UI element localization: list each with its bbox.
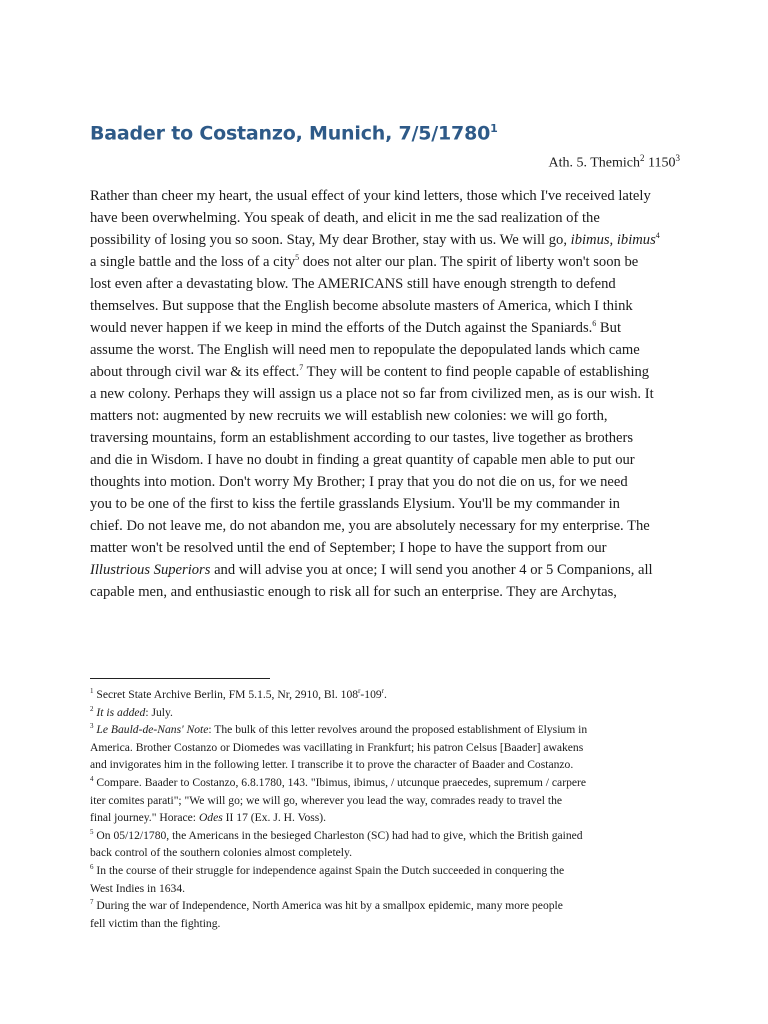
italic-phrase: Illustrious Superiors	[90, 562, 211, 578]
footnote-italic: Odes	[198, 811, 223, 825]
footnote-7	[90, 897, 686, 915]
body-line: you to be one of the first to kiss the fertile grasslands Elysium. You'll be my commander in	[90, 496, 620, 512]
body-line: themselves. But suppose that the English become absolute masters of America, which I think	[90, 298, 633, 314]
footnote-2	[90, 704, 686, 722]
body-line	[90, 229, 682, 251]
body-line: assume the worst. The English will need men to repopulate the depopulated lands which came	[90, 342, 640, 358]
footnote-marker: 1	[490, 122, 498, 135]
footnote-text: Secret State Archive Berlin, FM 5.1.5, Nr, 2910, Bl. 108	[93, 688, 359, 701]
footnote-4-line: iter comites parati"; "We will go; we will go, wherever you lead the way, comrades ready to travel the	[90, 793, 563, 807]
body-text: does not alter our plan. The spirit of liberty won't soon be	[299, 254, 639, 270]
body-line	[90, 559, 682, 581]
letter-title-text: Baader to Costanzo, Munich, 7/5/1780	[90, 122, 491, 145]
footnote-5-line: back control of the southern colonies almost completely.	[90, 846, 352, 860]
body-line: have been overwhelming. You speak of death, and elicit in me the sad realization of the	[90, 210, 600, 226]
footnote-text: During the war of Independence, North America was hit by a smallpox epidemic, many more people	[93, 899, 563, 913]
body-line: lost even after a devastating blow. The AMERICANS still have enough strength to defend	[90, 276, 616, 292]
footnote-text: .	[384, 688, 387, 701]
body-line: matters not: augmented by new recruits we will establish new colonies: we will go forth,	[90, 408, 608, 424]
footnote-1	[90, 686, 686, 704]
folio-marker: r	[358, 687, 361, 696]
footnote-marker: 6	[592, 319, 597, 329]
footnote-text: final journey." Horace:	[90, 811, 199, 825]
footnote-number: 2	[90, 704, 94, 713]
body-line: Rather than cheer my heart, the usual effect of your kind letters, those which I've received lately	[90, 188, 651, 204]
footnote-text: On 05/12/1780, the Americans in the besieged Charleston (SC) had had to give, which the British gained	[93, 828, 583, 842]
footnote-4	[90, 774, 686, 792]
footnote-3-line: America. Brother Costanzo or Diomedes was vacillating in Frankfurt; his patron Celsus [Baader] awakens	[90, 740, 584, 754]
letter-body	[90, 185, 682, 603]
footnote-marker: 3	[675, 153, 680, 163]
folio-marker: r	[381, 687, 385, 696]
body-line: traversing mountains, form an establishment according to our tastes, live together as brothers	[90, 430, 634, 446]
footnote-separator	[90, 678, 270, 679]
footnote-4-line	[90, 809, 686, 827]
footnote-7-line: fell victim than the fighting.	[90, 916, 221, 930]
footnote-text: : The bulk of this letter revolves around the proposed establishment of Elysium in	[208, 723, 588, 737]
footnote-number: 1	[90, 687, 94, 696]
body-line	[90, 317, 682, 339]
footnote-5	[90, 827, 686, 845]
body-text: about through civil war & its effect.	[90, 364, 300, 380]
footnote-marker: 7	[299, 363, 304, 373]
footnote-italic: It is added	[96, 705, 146, 719]
footnote-text: : July.	[145, 705, 173, 719]
footnote-text: II 17 (Ex. J. H. Voss).	[222, 811, 327, 825]
body-line: a new colony. Perhaps they will assign us a place not so far from civilized men, as is our wish. It	[90, 386, 654, 402]
body-text: But	[596, 320, 622, 336]
footnote-6-line: West Indies in 1634.	[90, 881, 186, 895]
footnote-text: In the course of their struggle for independence against Spain the Dutch succeeded in conquering the	[93, 863, 565, 877]
footnote-marker: 4	[655, 231, 660, 241]
letter-title	[90, 122, 498, 144]
body-line	[90, 361, 682, 383]
footnote-6	[90, 862, 686, 880]
body-line: matter won't be resolved until the end of September; I hope to have the support from our	[90, 540, 607, 556]
footnote-number: 4	[90, 775, 94, 784]
reference-number: 1150	[644, 155, 676, 171]
latin-phrase: ibimus, ibimus	[570, 232, 656, 248]
footnotes	[90, 686, 686, 932]
body-text: a single battle and the loss of a city	[90, 254, 296, 270]
footnote-number: 6	[90, 863, 94, 872]
body-line: thoughts into motion. Don't worry My Brother; I pray that you do not die on us, for we need	[90, 474, 628, 490]
footnote-number: 7	[90, 898, 94, 907]
footnote-number: 5	[90, 827, 94, 836]
body-line: chief. Do not leave me, do not abandon me, you are absolutely necessary for my enterprise. The	[90, 518, 650, 534]
body-text: would never happen if we keep in mind the efforts of the Dutch against the Spaniards.	[90, 320, 593, 336]
footnote-italic: Le Bauld-de-Nans' Note	[96, 723, 209, 737]
footnote-marker: 2	[640, 153, 645, 163]
footnote-3	[90, 721, 686, 739]
footnote-text: -109	[360, 688, 382, 701]
body-text: possibility of losing you so soon. Stay, My dear Brother, stay with us. We will go,	[90, 232, 571, 248]
footnote-text: Compare. Baader to Costanzo, 6.8.1780, 143. "Ibimus, ibimus, / utcunque praecedes, supremum / carpere	[93, 775, 587, 789]
archive-reference	[549, 153, 681, 172]
body-line: and die in Wisdom. I have no doubt in finding a great quantity of capable men able to put our	[90, 452, 635, 468]
body-text: and will advise you at once; I will send you another 4 or 5 Companions, all	[210, 562, 653, 578]
body-line	[90, 251, 682, 273]
footnote-number: 3	[90, 722, 94, 731]
footnote-3-line: and invigorates him in the following letter. I transcribe it to prove the character of Baader and Costanzo.	[90, 758, 574, 772]
footnote-marker: 5	[295, 253, 300, 263]
body-line: capable men, and enthusiastic enough to risk all for such an enterprise. They are Archytas,	[90, 584, 617, 600]
reference-prefix: Ath. 5. Themich	[548, 155, 641, 171]
body-text: They will be content to find people capable of establishing	[303, 364, 650, 380]
